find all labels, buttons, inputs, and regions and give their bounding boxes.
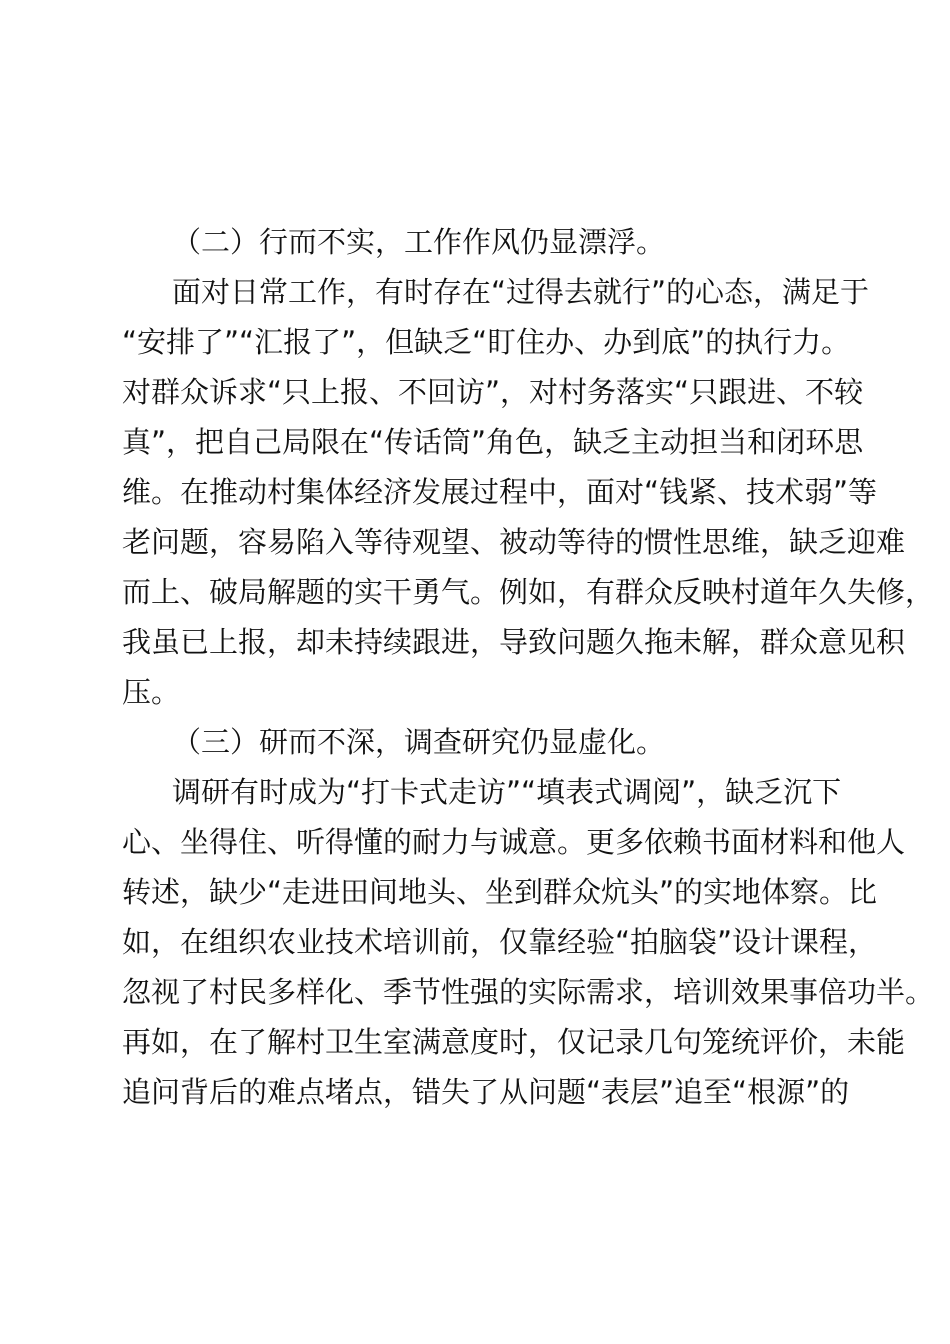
paragraph-line: 追问背后的难点堵点，错失了从问题“表层”追至“根源”的 [122, 1075, 850, 1109]
paragraph-line: 再如，在了解村卫生室满意度时，仅记录几句笼统评价，未能 [122, 1025, 906, 1059]
paragraph-line: 转述，缺少“走进田间地头、坐到群众炕头”的实地体察。比 [122, 875, 878, 909]
paragraph-line: 老问题，容易陷入等待观望、被动等待的惯性思维，缺乏迎难 [122, 525, 906, 559]
paragraph-line: 对群众诉求“只上报、不回访”，对村务落实“只跟进、不较 [122, 375, 864, 409]
paragraph-line: 维。在推动村集体经济发展过程中，面对“钱紧、技术弱”等 [122, 475, 878, 509]
paragraph-line: 真”，把自己局限在“传话筒”角色，缺乏主动担当和闭环思 [122, 425, 864, 459]
section-heading-2: （二）行而不实，工作作风仍显漂浮。 [172, 225, 666, 259]
paragraph-line: 调研有时成为“打卡式走访”“填表式调阅”，缺乏沉下 [172, 775, 842, 809]
section-heading-3: （三）研而不深，调查研究仍显虚化。 [172, 725, 666, 759]
paragraph-line: 忽视了村民多样化、季节性强的实际需求，培训效果事倍功半。 [122, 975, 935, 1009]
paragraph-line: 而上、破局解题的实干勇气。例如，有群众反映村道年久失修， [122, 575, 935, 609]
paragraph-line: “安排了”“汇报了”，但缺乏“盯住办、办到底”的执行力。 [122, 325, 851, 359]
paragraph-line: 面对日常工作，有时存在“过得去就行”的心态，满足于 [172, 275, 870, 309]
paragraph-line: 心、坐得住、听得懂的耐力与诚意。更多依赖书面材料和他人 [122, 825, 906, 859]
paragraph-line: 压。 [122, 675, 181, 709]
paragraph-line: 我虽已上报，却未持续跟进，导致问题久拖未解，群众意见积 [122, 625, 906, 659]
paragraph-line: 如，在组织农业技术培训前，仅靠经验“拍脑袋”设计课程， [122, 925, 878, 959]
